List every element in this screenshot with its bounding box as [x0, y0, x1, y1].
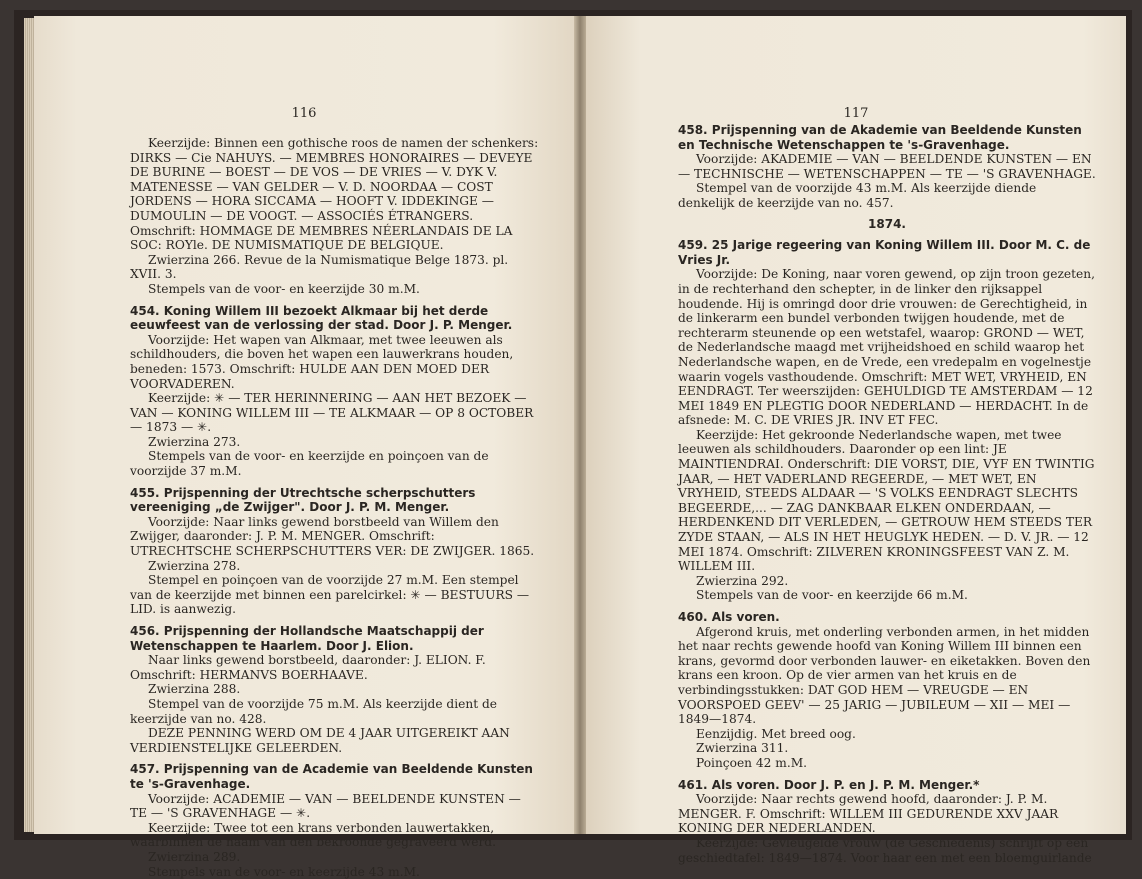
paragraph: Voorzijde: Naar rechts gewend hoofd, daaronder: J. P. M. MENGER. F. Omschrift: WILLEM III GEDURENDE XXV JAAR KONING DER NEDERLANDEN.	[678, 792, 1096, 836]
paragraph: Keerzijde: Binnen een gothische roos de namen der schenkers: DIRKS — Cie NAHUYS. — MEMBRES HONORAIRES — DEVEYE DE BURINE — BOEST — DE VOS — DE VRIES — V. DYK V. MATENESSE — VAN GELDER — V. D. NOORDAA — COST JORDENS — HORA SICCAMA — HOOFT V. IDDEKINGE — DUMOULIN — DE VOOGT. — ASSOCIÉS ÉTRANGERS. Omschrift: HOMMAGE DE MEMBRES NÉERLANDAIS DE LA SOC: ROYle. DE NUMISMATIQUE DE BELGIQUE.	[130, 136, 540, 253]
entry-heading: 458. Prijspenning van de Akademie van Beeldende Kunsten en Technische Wetenschappen te 's-Gravenhage.	[678, 123, 1096, 152]
paragraph: Zwierzina 292.	[678, 574, 1096, 589]
entry-heading: 459. 25 Jarige regeering van Koning Willem III. Door M. C. de Vries Jr.	[678, 238, 1096, 267]
paragraph: Stempel en poinçoen van de voorzijde 27 m.M. Een stempel van de keerzijde met binnen een parelcirkel: ✳ — BESTUURS — LID. is aanwezig.	[130, 573, 540, 617]
paragraph: Zwierzina 289.	[130, 850, 540, 865]
left-page	[34, 16, 574, 834]
right-text-column	[678, 116, 1096, 865]
paragraph: Stempels van de voor- en keerzijde 66 m.M.	[678, 588, 1096, 603]
entry-heading: 457. Prijspenning van de Academie van Beeldende Kunsten te 's-Gravenhage.	[130, 762, 540, 791]
paragraph: Voorzijde: De Koning, naar voren gewend, op zijn troon gezeten, in de rechterhand den schepter, in de linker den rijksappel houdende. Hij is omringd door drie vrouwen: de Gerechtigheid, in de linkerarm een bundel verbonden twijgen houdende, met de rechterarm steunende op een wetstafel, waarop: GROND — WET, de Nederlandsche maagd met vrijheidshoed en schild waarop het Nederlandsche wapen, en de Vrede, een vredepalm en vogelnestje waarin vogels vasthoudende. Omschrift: MET WET, VRYHEID, EN EENDRAGT. Ter weerszijden: GEHULDIGD TE AMSTERDAM — 12 MEI 1849 EN PLEGTIG DOOR NEDERLAND — HERDACHT. In de afsnede: M. C. DE VRIES JR. INV ET FEC.	[678, 267, 1096, 428]
paragraph: Keerzijde: ✳ — TER HERINNERING — AAN HET BEZOEK — VAN — KONING WILLEM III — TE ALKMAAR — OP 8 OCTOBER — 1873 — ✳.	[130, 391, 540, 435]
year-heading: 1874.	[678, 217, 1096, 232]
paragraph: Naar links gewend borstbeeld, daaronder: J. ELION. F. Omschrift: HERMANVS BOERHAAVE.	[130, 653, 540, 682]
paragraph: Voorzijde: AKADEMIE — VAN — BEELDENDE KUNSTEN — EN — TECHNISCHE — WETENSCHAPPEN — TE — 'S GRAVENHAGE.	[678, 152, 1096, 181]
entry-heading: 454. Koning Willem III bezoekt Alkmaar bij het derde eeuwfeest van de verlossing der stad. Door J. P. Menger.	[130, 304, 540, 333]
paragraph: Afgerond kruis, met onderling verbonden armen, in het midden het naar rechts gewende hoofd van Koning Willem III binnen een krans, gevormd door verbonden lauwer- en eiketakken. Boven den krans een kroon. Op de vier armen van het kruis en de verbindingsstukken: DAT GOD HEM — VREUGDE — EN VOORSPOED GEEV' — 25 JARIG — JUBILEUM — XII — MEI — 1849—1874.	[678, 625, 1096, 727]
paragraph: Voorzijde: Naar links gewend borstbeeld van Willem den Zwijger, daaronder: J. P. M. MENGER. Omschrift: UTRECHTSCHE SCHERPSCHUTTERS VER: DE ZWIJGER. 1865.	[130, 515, 540, 559]
page-edges	[24, 18, 34, 832]
paragraph: Zwierzina 278.	[130, 559, 540, 574]
paragraph: DEZE PENNING WERD OM DE 4 JAAR UITGEREIKT AAN VERDIENSTELIJKE GELEERDEN.	[130, 726, 540, 755]
entry-heading: 456. Prijspenning der Hollandsche Maatschappij der Wetenschappen te Haarlem. Door J. Elion.	[130, 624, 540, 653]
book-gutter	[574, 16, 586, 834]
paragraph: Stempels van de voor- en keerzijde 43 m.M.	[130, 865, 540, 879]
paragraph: Stempel van de voorzijde 75 m.M. Als keerzijde dient de keerzijde van no. 428.	[130, 697, 540, 726]
paragraph: Stempel van de voorzijde 43 m.M. Als keerzijde diende denkelijk de keerzijde van no. 457.	[678, 181, 1096, 210]
entry-heading: 455. Prijspenning der Utrechtsche scherpschutters vereeniging „de Zwijger". Door J. P. M. Menger.	[130, 486, 540, 515]
page-number: 117	[586, 106, 1126, 121]
entry-heading: 460. Als voren.	[678, 610, 1096, 625]
paragraph: Eenzijdig. Met breed oog.	[678, 727, 1096, 742]
paragraph: Voorzijde: ACADEMIE — VAN — BEELDENDE KUNSTEN — TE — 'S GRAVENHAGE — ✳.	[130, 792, 540, 821]
paragraph: Keerzijde: Gevleugelde vrouw (de Geschiedenis) schrijft op een geschiedtafel: 1849—1874. Voor haar een met een bloemguirlande	[678, 836, 1096, 865]
paragraph: Zwierzina 288.	[130, 682, 540, 697]
left-text-column	[130, 136, 540, 879]
paragraph: Zwierzina 266. Revue de la Numismatique Belge 1873. pl. XVII. 3.	[130, 253, 540, 282]
paragraph: Stempels van de voor- en keerzijde en poinçoen van de voorzijde 37 m.M.	[130, 449, 540, 478]
paragraph: Voorzijde: Het wapen van Alkmaar, met twee leeuwen als schildhouders, die boven het wapen een lauwerkrans houden, beneden: 1573. Omschrift: HULDE AAN DEN MOED DER VOORVADEREN.	[130, 333, 540, 391]
paragraph: Poinçoen 42 m.M.	[678, 756, 1096, 771]
book-spread	[14, 10, 1132, 840]
paragraph: Keerzijde: Het gekroonde Nederlandsche wapen, met twee leeuwen als schildhouders. Daaronder op een lint: JE MAINTIENDRAI. Onderschrift: DIE VORST, DIE, VYF EN TWINTIG JAAR, — HET VADERLAND REGEERDE, — MET WET, EN VRYHEID, STEEDS ALDAAR — 'S VOLKS EENDRAGT SLECHTS BEGEERDE,... — ZAG DANKBAAR ELKEN ONDERDAAN, — HERDENKEND DIT VERLEDEN, — GETROUW HEM STEEDS TER ZYDE STAAN, — ALS IN HET HEUGLYK HEDEN. — D. V. JR. — 12 MEI 1874. Omschrift: ZILVEREN KRONINGSFEEST VAN Z. M. WILLEM III.	[678, 428, 1096, 574]
paragraph: Zwierzina 311.	[678, 741, 1096, 756]
entry-heading: 461. Als voren. Door J. P. en J. P. M. Menger.*	[678, 778, 1096, 793]
paragraph: Zwierzina 273.	[130, 435, 540, 450]
paragraph: Stempels van de voor- en keerzijde 30 m.M.	[130, 282, 540, 297]
right-page	[586, 16, 1126, 834]
paragraph: Keerzijde: Twee tot een krans verbonden lauwertakken, waarbinnen de naam van den bekroonde gegraveerd werd.	[130, 821, 540, 850]
page-number: 116	[34, 106, 574, 121]
